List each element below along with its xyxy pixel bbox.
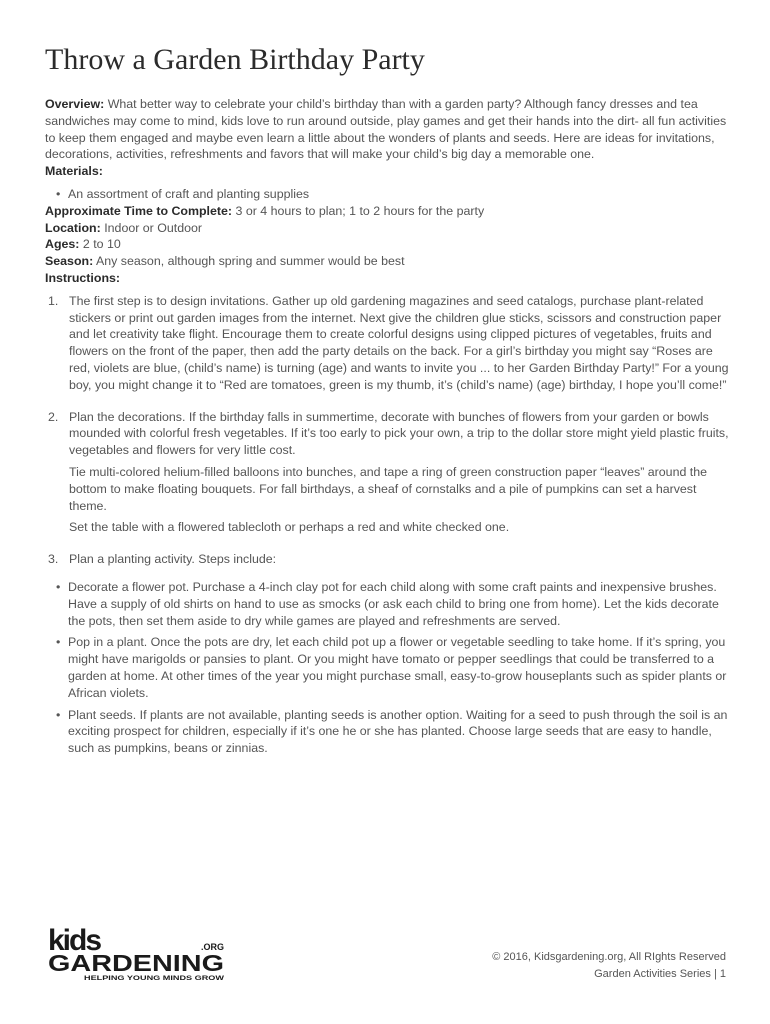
location-label: Location: <box>45 220 101 235</box>
location-value: Indoor or Outdoor <box>104 220 203 235</box>
instruction-step-3 <box>45 551 730 568</box>
planting-step-text: Pop in a plant. Once the pots are dry, let each child pot up a flower or vegetable seedling to take home. If it’s spring, you might have marigolds or pansies to plant. Or you might have tomato or pepper seedlings that could be transferred to a garden at home. At other times of the year you might purchase small, easy-to-grow houseplants such as spider plants or African violets. <box>68 635 727 700</box>
planting-step-item <box>45 579 730 629</box>
step-paragraph: Tie multi-colored helium-filled balloons into bunches, and tape a ring of green construction paper “leaves” around the bottom to make floating bouquets. For fall birthdays, a sheaf of cornstalks and a pile of pumpkins can set a harvest theme. <box>69 464 708 513</box>
step-paragraph: Set the table with a flowered tablecloth or perhaps a red and white checked one. <box>69 520 510 535</box>
logo-kids-text: kids <box>48 924 101 957</box>
materials-item-text: An assortment of craft and planting supplies <box>68 186 310 201</box>
logo-gardening-text: GARDENING <box>48 950 224 976</box>
bullet-icon: • <box>56 707 61 722</box>
season-value: Any season, although spring and summer would be best <box>95 254 405 269</box>
materials-heading <box>45 163 730 180</box>
overview-label: Overview: <box>45 97 105 111</box>
instructions-label: Instructions: <box>45 270 121 285</box>
step-paragraph: Plan the decorations. If the birthday falls in summertime, decorate with bunches of flowers from your garden or bowls mounded with colorful fresh vegetables. If it’s too early to pick your own, a trip to the dollar store might yield plastic fruits, vegetables and flowers for very little cost. <box>69 409 729 458</box>
instruction-step-2 <box>45 409 730 537</box>
step-body <box>69 409 730 537</box>
instructions-list <box>45 293 730 568</box>
ages-value: 2 to 10 <box>82 237 121 252</box>
ages-label: Ages: <box>45 237 80 252</box>
series-text: Garden Activities Series | 1 <box>594 967 726 980</box>
step-number: 1. <box>48 293 59 308</box>
season-line <box>45 253 730 270</box>
bullet-icon: • <box>56 579 61 594</box>
instructions-heading <box>45 270 730 287</box>
planting-steps-list <box>45 579 730 757</box>
time-label: Approximate Time to Complete: <box>45 203 233 218</box>
season-label: Season: <box>45 254 94 269</box>
ages-line <box>45 236 730 253</box>
step-number: 2. <box>48 409 59 424</box>
logo-org-text: .ORG <box>201 942 225 952</box>
content <box>45 96 730 762</box>
page-footer <box>492 949 726 983</box>
overview-text: What better way to celebrate your child’s birthday than with a garden party? Although fancy dresses and tea sandwiches may come to mind, kids love to run around outside, play games and get their hands into the dirt- all fun activities to keep them engaged and maybe even learn a little about the wonders of plants and seeds. Here are ideas for invitations, decorations, activities, refreshments and favors that will make your child’s big day a memorable one. <box>45 97 727 162</box>
time-line <box>45 203 730 220</box>
copyright-text: © 2016, Kidsgardening.org, All RIghts Reserved <box>492 951 726 963</box>
step-paragraph: Plan a planting activity. Steps include: <box>69 552 277 567</box>
planting-step-text: Plant seeds. If plants are not available, planting seeds is another option. Waiting for a seed to push through the soil is an exciting prospect for children, especially if it’s one he or she has planted. Choose large seeds that are easy to handle, such as pumpkins, beans or zinnias. <box>68 707 728 756</box>
materials-item <box>45 186 730 203</box>
planting-step-text: Decorate a flower pot. Purchase a 4-inch clay pot for each child along with some craft paints and inexpensive brushes. Have a supply of old shirts on hand to use as smocks (or ask each child to bring one from home). Let the kids decorate the pots, then set them aside to dry while games are played and refreshments are served. <box>68 579 719 628</box>
bullet-icon: • <box>56 186 61 201</box>
step-number: 3. <box>48 552 59 567</box>
planting-step-item <box>45 707 730 757</box>
step-body <box>69 551 730 568</box>
materials-label: Materials: <box>45 164 103 179</box>
instruction-step-1 <box>45 293 730 394</box>
step-paragraph: The first step is to design invitations. Gather up old gardening magazines and seed catalogs, purchase plant-related stickers or print out garden images from the internet. Next give the children glue sticks, scissors and construction paper and let creativity take flight. Encourage them to create colorful designs using clipped pictures of vegetables, fruits and flowers on the front of the paper, then add the party details on the back. For a girl’s birthday you might say “Roses are red, violets are blue, (child’s name) is turning (age) and wants to invite you ... to her Garden Birthday Party!” For a young boy, you might change it to “Red are tomatoes, green is my thumb, it’s (child’s name) (age) birthday, I hope you’ll come!” <box>69 293 729 392</box>
location-line <box>45 220 730 237</box>
page-title: Throw a Garden Birthday Party <box>45 43 425 76</box>
overview-paragraph <box>45 96 730 163</box>
step-body <box>69 293 730 394</box>
time-value: 3 or 4 hours to plan; 1 to 2 hours for the party <box>235 203 485 218</box>
kidsgardening-logo <box>46 922 236 984</box>
planting-step-item <box>45 634 730 701</box>
logo-tagline-text: HELPING YOUNG MINDS GROW <box>84 976 225 982</box>
bullet-icon: • <box>56 635 61 650</box>
